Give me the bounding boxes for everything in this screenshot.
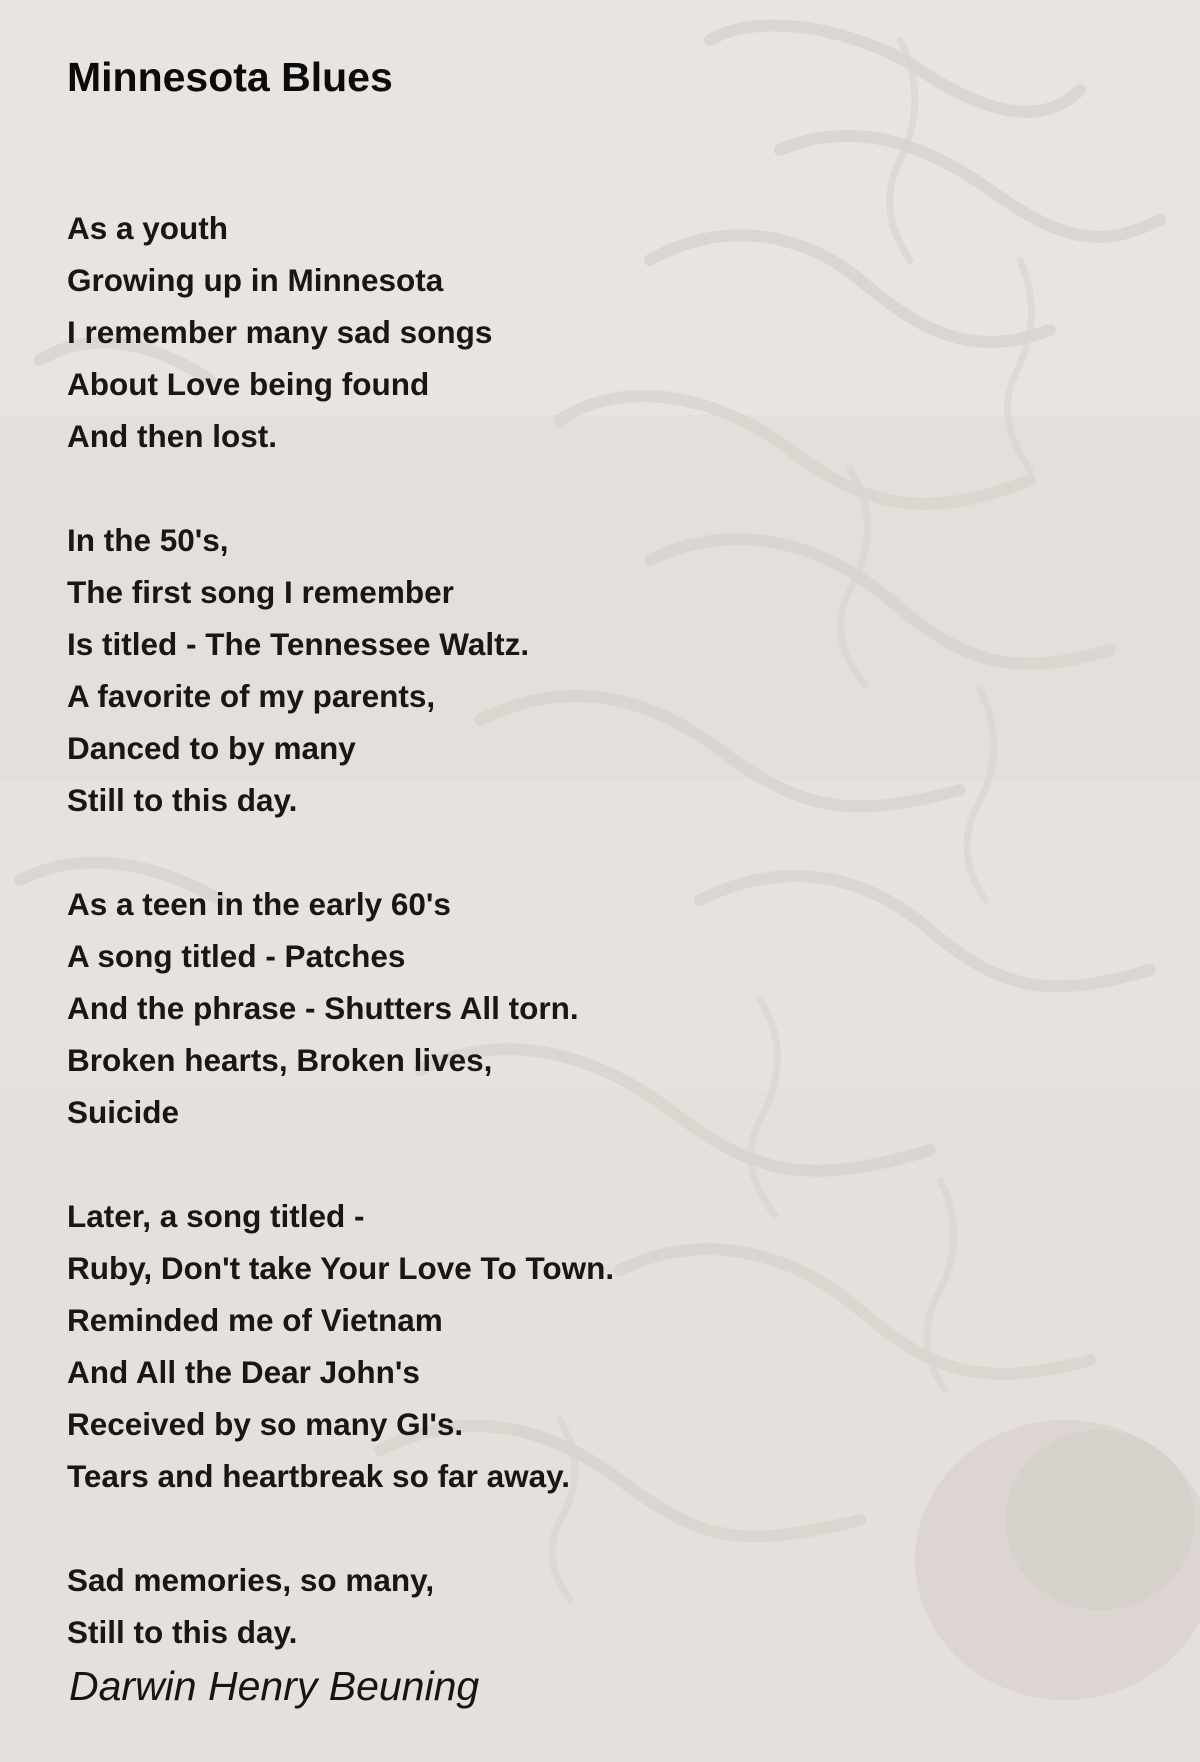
poem-line: The first song I remember <box>67 574 454 610</box>
poem-line: Suicide <box>67 1094 180 1130</box>
poem-line: Broken hearts, Broken lives, <box>67 1042 493 1078</box>
poem-line: Reminded me of Vietnam <box>67 1302 443 1338</box>
poem-line: Tears and heartbreak so far away. <box>67 1458 571 1494</box>
poem-line: Still to this day. <box>67 782 298 818</box>
poem-author: Darwin Henry Beuning <box>69 1663 480 1709</box>
poem-line: And All the Dear John's <box>67 1354 420 1390</box>
poem-line: As a teen in the early 60's <box>67 886 451 922</box>
poem-title: Minnesota Blues <box>67 54 393 100</box>
stanza <box>67 1554 1147 1658</box>
poem-line: Sad memories, so many, <box>67 1562 435 1598</box>
poem-line: Received by so many GI's. <box>67 1406 464 1442</box>
poem-line: I remember many sad songs <box>67 314 493 350</box>
stanza <box>67 514 1147 826</box>
poem-line: Still to this day. <box>67 1614 298 1650</box>
stanza <box>67 202 1147 462</box>
poem-stanzas <box>67 202 1147 1658</box>
poem-line: And then lost. <box>67 418 277 454</box>
poem-line: Is titled - The Tennessee Waltz. <box>67 626 530 662</box>
stanza <box>67 1190 1147 1502</box>
poem-line: Danced to by many <box>67 730 356 766</box>
poem-line: About Love being found <box>67 366 430 402</box>
poem-line: A favorite of my parents, <box>67 678 436 714</box>
poem-line: Later, a song titled - <box>67 1198 365 1234</box>
poem-line: And the phrase - Shutters All torn. <box>67 990 579 1026</box>
poem-line: In the 50's, <box>67 522 229 558</box>
poem-line: A song titled - Patches <box>67 938 406 974</box>
stanza <box>67 878 1147 1138</box>
poem-content <box>67 50 1147 1710</box>
poem-line: As a youth <box>67 210 229 246</box>
poem-line: Growing up in Minnesota <box>67 262 444 298</box>
poem-line: Ruby, Don't take Your Love To Town. <box>67 1250 615 1286</box>
